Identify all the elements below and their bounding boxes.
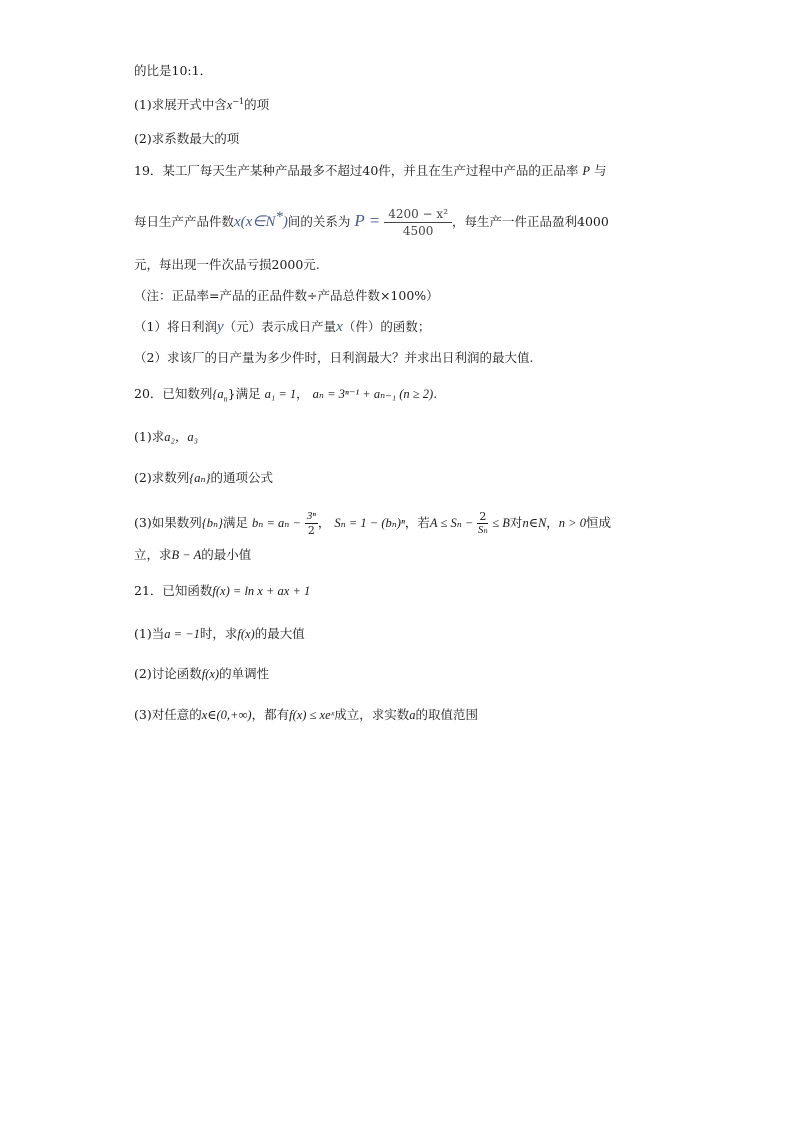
ratio-text: 的比是10:1．	[134, 63, 213, 78]
q20-line1	[134, 385, 437, 403]
q20-part3-frac2	[477, 510, 488, 537]
q21-part3-domain: x∈(0,+∞)	[201, 708, 252, 722]
q20-part3-f: 恒成	[585, 515, 611, 530]
q20-part3-n0: n > 0	[558, 516, 586, 530]
q21-part1-cond: a = −1	[164, 627, 200, 641]
q20-part3-d: 对	[509, 515, 523, 530]
q21-part3-a: (3)对任意的	[134, 707, 202, 722]
q20-part3-cont-expr: B − A	[171, 548, 202, 562]
q18-part1-end: 的项	[244, 97, 270, 112]
q20-part3	[134, 510, 611, 537]
q21-part1-f: f(x)	[237, 627, 255, 641]
q21-part3-b: ，都有	[251, 707, 290, 722]
q20-part3-cont-b: 的最小值	[201, 547, 252, 562]
q19-text-1-end: 与	[593, 163, 607, 178]
q21-part3-ineq: f(x) ≤ xeˣ	[289, 708, 335, 722]
q20-end: .	[433, 386, 438, 401]
q21-part2	[134, 665, 269, 683]
q20-sep: ，	[296, 386, 309, 401]
q19-text-2b: 间的关系为	[287, 214, 351, 229]
q20-cond1: a₁ = 1	[264, 387, 297, 401]
q19-part1-c: （件）的函数；	[342, 319, 431, 334]
q20-part3-bn: bₙ = aₙ −	[252, 516, 301, 530]
q20-part3-frac-den: 2	[307, 524, 315, 537]
q20-part2	[134, 469, 273, 487]
q20-part1-a: (1)求	[134, 429, 165, 444]
q21-line1	[134, 582, 310, 600]
q21-part1	[134, 625, 305, 643]
q20-part2-b: 的通项公式	[210, 470, 274, 485]
q20-part3-e: ，	[546, 515, 559, 530]
q20-seq-sub: n	[223, 394, 228, 404]
q19-part2-text: （2）求该厂的日产量为多少件时，日利润最大？并求出日利润的最大值.	[134, 350, 534, 365]
q18-part1-text: (1)求展开式中含	[134, 97, 227, 112]
q19-part1-x: x	[336, 319, 343, 335]
q19-part1-y: y	[216, 319, 224, 335]
q21-part2-f: f(x)	[201, 667, 220, 681]
q18-part2	[134, 130, 239, 148]
q20-part3-c: ，若	[404, 515, 430, 530]
q19-cond: x(x∈N	[234, 214, 276, 230]
q19-formula-fraction	[384, 206, 452, 239]
q19-formula-P: P =	[354, 211, 381, 230]
q21-part2-a: (2)讨论函数	[134, 666, 202, 681]
q21-text-a: 21．已知函数	[134, 583, 213, 598]
q19-line2	[134, 206, 609, 239]
q19-var-P: P	[582, 164, 590, 178]
q18-part1-var: x	[226, 98, 233, 112]
q19-line3	[134, 256, 320, 274]
q18-part1	[134, 96, 269, 114]
q20-part3-frac2-num: 2	[479, 510, 487, 523]
q21-part3	[134, 706, 478, 724]
q19-line1	[134, 162, 606, 180]
q19-formula-num: 4200 − x²	[384, 206, 452, 223]
q19-formula-den: 4500	[402, 224, 434, 238]
q19-note-text: （注：正品率=产品的正品件数÷产品总件数×100%）	[134, 288, 439, 303]
q19-part2	[134, 349, 533, 367]
q19-text-1: 19．某工厂每天生产某种产品最多不超过40件，并且在生产过程中产品的正品率	[134, 163, 579, 178]
q20-part3-ineq2: ≤ B	[492, 516, 510, 530]
q21-function: f(x) = ln x + ax + 1	[212, 584, 311, 598]
q20-part3-a: (3)如果数列	[134, 515, 202, 530]
q21-part3-avar: a	[409, 708, 416, 722]
q20-part1	[134, 428, 198, 446]
q20-cond2: aₙ = 3ⁿ⁻¹ + aₙ₋₁ (n ≥ 2)	[312, 387, 434, 401]
q19-part1	[134, 318, 430, 336]
q20-part3-cont	[134, 546, 251, 564]
q19-text-3: 元，每出现一件次品亏损2000元.	[134, 257, 320, 272]
q19-note	[134, 287, 439, 305]
q21-part1-b: 时，求	[199, 626, 238, 641]
q20-part2-seq: {aₙ}	[189, 471, 211, 485]
q20-part3-frac2-den: Sₙ	[477, 524, 488, 536]
q21-part3-d: 的取值范围	[415, 707, 478, 722]
q20-part3-cont-a: 立，求	[134, 547, 172, 562]
q20-seq: {a	[212, 387, 224, 401]
q19-part1-b: （元）表示成日产量	[223, 319, 337, 334]
q20-seq-end: }	[227, 386, 236, 401]
q20-part3-b: 满足	[223, 515, 249, 530]
q20-part1-vars: a₂，a₃	[164, 430, 198, 444]
q20-part3-frac-num: 3ⁿ	[306, 510, 316, 522]
q21-part3-c: 成立，求实数	[334, 707, 410, 722]
q18-part1-exp: −1	[232, 96, 245, 106]
q20-text-a: 20．已知数列	[134, 386, 213, 401]
q20-part3-sn: Sₙ = 1 − (bₙ)ⁿ	[334, 516, 405, 530]
q19-text-2a: 每日生产产品件数	[134, 214, 235, 229]
q21-part1-c: 的最大值	[254, 626, 305, 641]
q20-part3-frac	[305, 510, 318, 537]
q20-part3-sep: ，	[317, 515, 331, 530]
q21-part2-b: 的单调性	[219, 666, 270, 681]
q19-cond-end: )	[282, 214, 288, 230]
q19-text-2c: ，每生产一件正品盈利4000	[452, 214, 609, 229]
q20-part3-ineq1: A ≤ Sₙ −	[429, 516, 474, 530]
q20-part3-seq: {bₙ}	[201, 516, 224, 530]
q21-part1-a: (1)当	[134, 626, 165, 641]
q20-part3-n: n∈N	[522, 516, 547, 530]
q20-part2-a: (2)求数列	[134, 470, 190, 485]
q20-text-b: 满足	[235, 386, 261, 401]
q18-part2-text: (2)求系数最大的项	[134, 131, 240, 146]
q19-cond-sup: *	[275, 208, 283, 225]
text-line-ratio	[134, 62, 212, 80]
q19-part1-a: （1）将日利润	[134, 319, 217, 334]
